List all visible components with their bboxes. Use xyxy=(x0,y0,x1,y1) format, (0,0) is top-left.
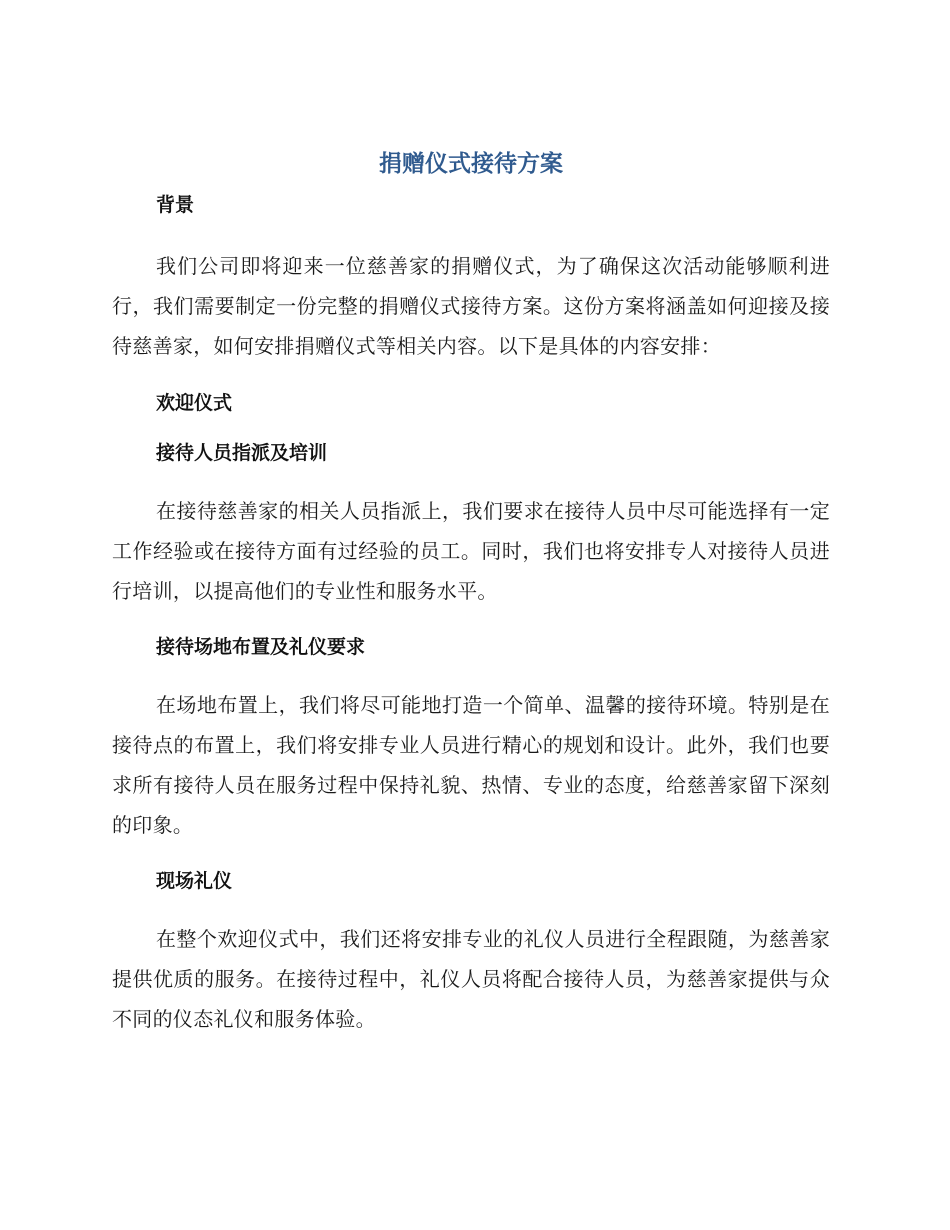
section-heading-background: 背景 xyxy=(156,194,195,216)
section-heading-etiquette: 现场礼仪 xyxy=(156,870,233,892)
section-heading-staff: 接待人员指派及培训 xyxy=(156,442,328,464)
section-heading-venue: 接待场地布置及礼仪要求 xyxy=(156,636,366,658)
paragraph-background: 我们公司即将迎来一位慈善家的捐赠仪式，为了确保这次活动能够顺利进行，我们需要制定一份完整的捐赠仪式接待方案。这份方案将涵盖如何迎接及接待慈善家，如何安排捐赠仪式等相关内容。以下是具体的内容安排： xyxy=(112,254,830,358)
paragraph-etiquette: 在整个欢迎仪式中，我们还将安排专业的礼仪人员进行全程跟随，为慈善家提供优质的服务。在接待过程中，礼仪人员将配合接待人员，为慈善家提供与众不同的仪态礼仪和服务体验。 xyxy=(112,927,830,1031)
paragraph-staff: 在接待慈善家的相关人员指派上，我们要求在接待人员中尽可能选择有一定工作经验或在接待方面有过经验的员工。同时，我们也将安排专人对接待人员进行培训，以提高他们的专业性和服务水平。 xyxy=(112,499,830,603)
section-heading-welcome: 欢迎仪式 xyxy=(156,392,233,414)
document-title: 捐赠仪式接待方案 xyxy=(379,151,563,177)
document-page xyxy=(112,146,830,1039)
paragraph-venue: 在场地布置上，我们将尽可能地打造一个简单、温馨的接待环境。特别是在接待点的布置上，我们将安排专业人员进行精心的规划和设计。此外，我们也要求所有接待人员在服务过程中保持礼貌、热情、专业的态度，给慈善家留下深刻的印象。 xyxy=(112,693,830,837)
